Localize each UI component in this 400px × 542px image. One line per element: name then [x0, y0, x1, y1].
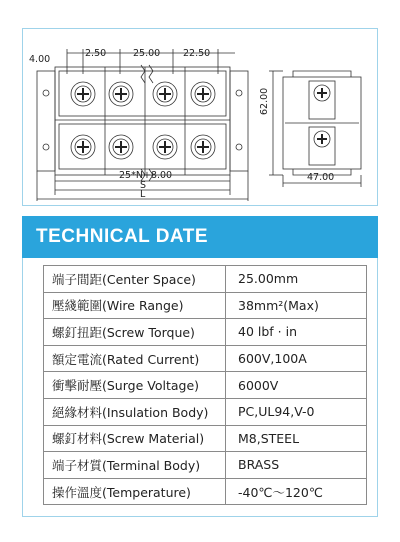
section-title: TECHNICAL DATE: [36, 226, 209, 247]
spec-label: 額定電流(Rated Current): [44, 345, 226, 372]
table-row: [44, 478, 367, 505]
dim-pitch-2: 25.00: [133, 48, 161, 59]
spec-label: 衝擊耐壓(Surge Voltage): [44, 372, 226, 399]
dim-pitch-3: 22.50: [183, 48, 211, 59]
spec-label: 端子間距(Center Space): [44, 266, 226, 293]
spec-value: PC,UL94,V-0: [226, 398, 367, 425]
spec-value: BRASS: [226, 452, 367, 479]
spec-value: 25.00mm: [226, 266, 367, 293]
table-row: [44, 345, 367, 372]
table-row: [44, 372, 367, 399]
dim-formula: 25*N+8.00: [119, 170, 173, 181]
spec-value: 38mm²(Max): [226, 292, 367, 319]
dim-depth: 47.00: [307, 172, 335, 183]
technical-drawing-frame: [22, 28, 378, 206]
dim-pitch-1: 2.50: [85, 48, 107, 59]
spec-label: 壓綫範圍(Wire Range): [44, 292, 226, 319]
spec-label: 操作溫度(Temperature): [44, 478, 226, 505]
spec-value: 600V,100A: [226, 345, 367, 372]
dim-left-offset: 4.00: [29, 54, 51, 65]
spec-label: 螺釘扭距(Screw Torque): [44, 319, 226, 346]
table-row: [44, 319, 367, 346]
spec-table-frame: [22, 258, 378, 517]
section-header: [22, 216, 378, 258]
spec-value: -40℃～120℃: [226, 478, 367, 505]
spec-label: 螺釘材料(Screw Material): [44, 425, 226, 452]
table-row: [44, 398, 367, 425]
spec-value: 6000V: [226, 372, 367, 399]
table-row: [44, 425, 367, 452]
dim-s: S: [140, 180, 147, 191]
terminal-block-drawing: [23, 29, 379, 207]
table-row: [44, 266, 367, 293]
table-row: [44, 292, 367, 319]
spec-label: 絕緣材料(Insulation Body): [44, 398, 226, 425]
dim-height: 62.00: [259, 87, 270, 115]
spec-value: 40 lbf · in: [226, 319, 367, 346]
spec-label: 端子材質(Terminal Body): [44, 452, 226, 479]
spec-table: [43, 265, 367, 505]
dim-l: L: [140, 189, 146, 200]
table-row: [44, 452, 367, 479]
spec-value: M8,STEEL: [226, 425, 367, 452]
